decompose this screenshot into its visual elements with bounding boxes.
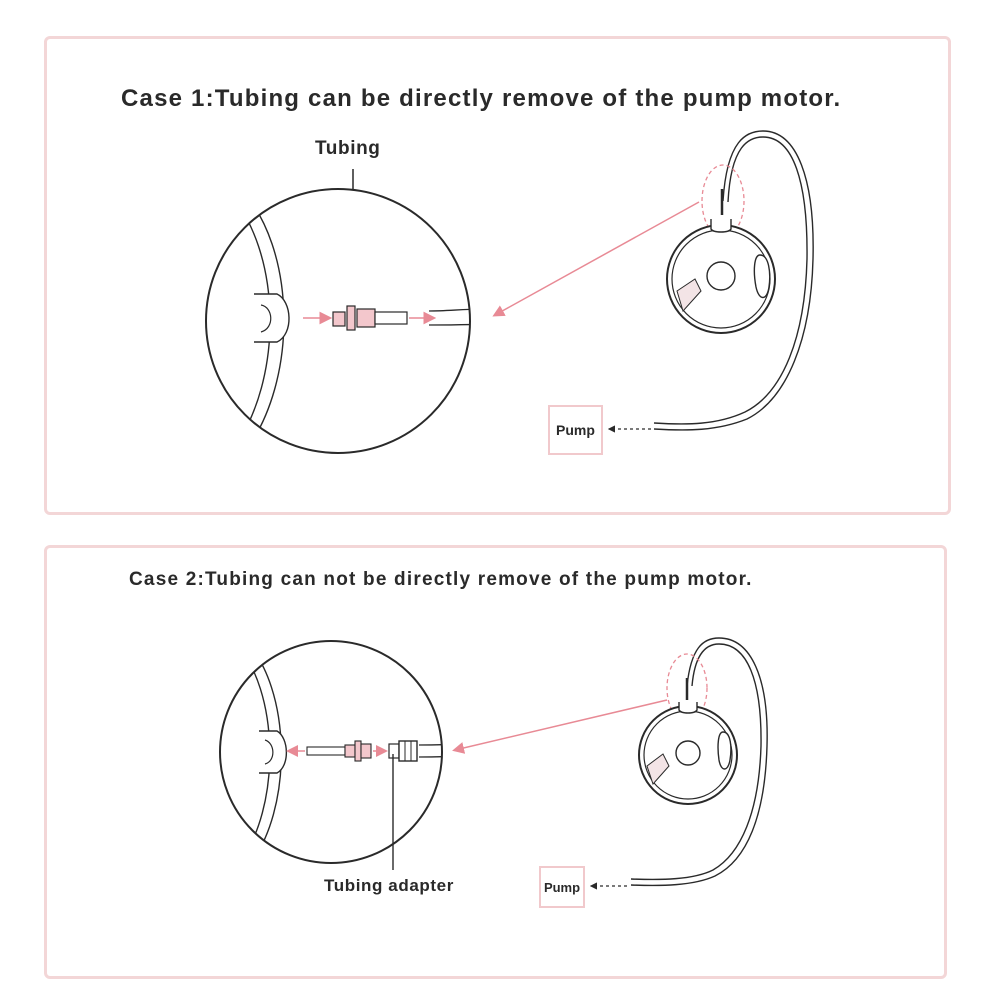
case-1-panel [44,36,951,515]
breast-shield-icon [654,131,813,430]
tubing-label: Tubing [315,138,381,159]
zoom-arrow [455,700,667,750]
pump-box: Pump [539,866,585,908]
tubing-zoom-circle [206,187,487,453]
case-2-illustration [47,548,950,982]
adapter-zoom-circle [220,641,457,868]
case-1-illustration [47,39,954,518]
case-1-title: Case 1:Tubing can be directly remove of the pump motor. [121,85,842,112]
case-2-title: Case 2:Tubing can not be directly remove of the pump motor. [129,569,753,590]
breast-shield-icon [631,638,767,885]
zoom-arrow [495,202,699,315]
tubing-adapter-label: Tubing adapter [324,876,454,895]
pump-box: Pump [548,405,603,455]
case-2-panel [44,545,947,979]
